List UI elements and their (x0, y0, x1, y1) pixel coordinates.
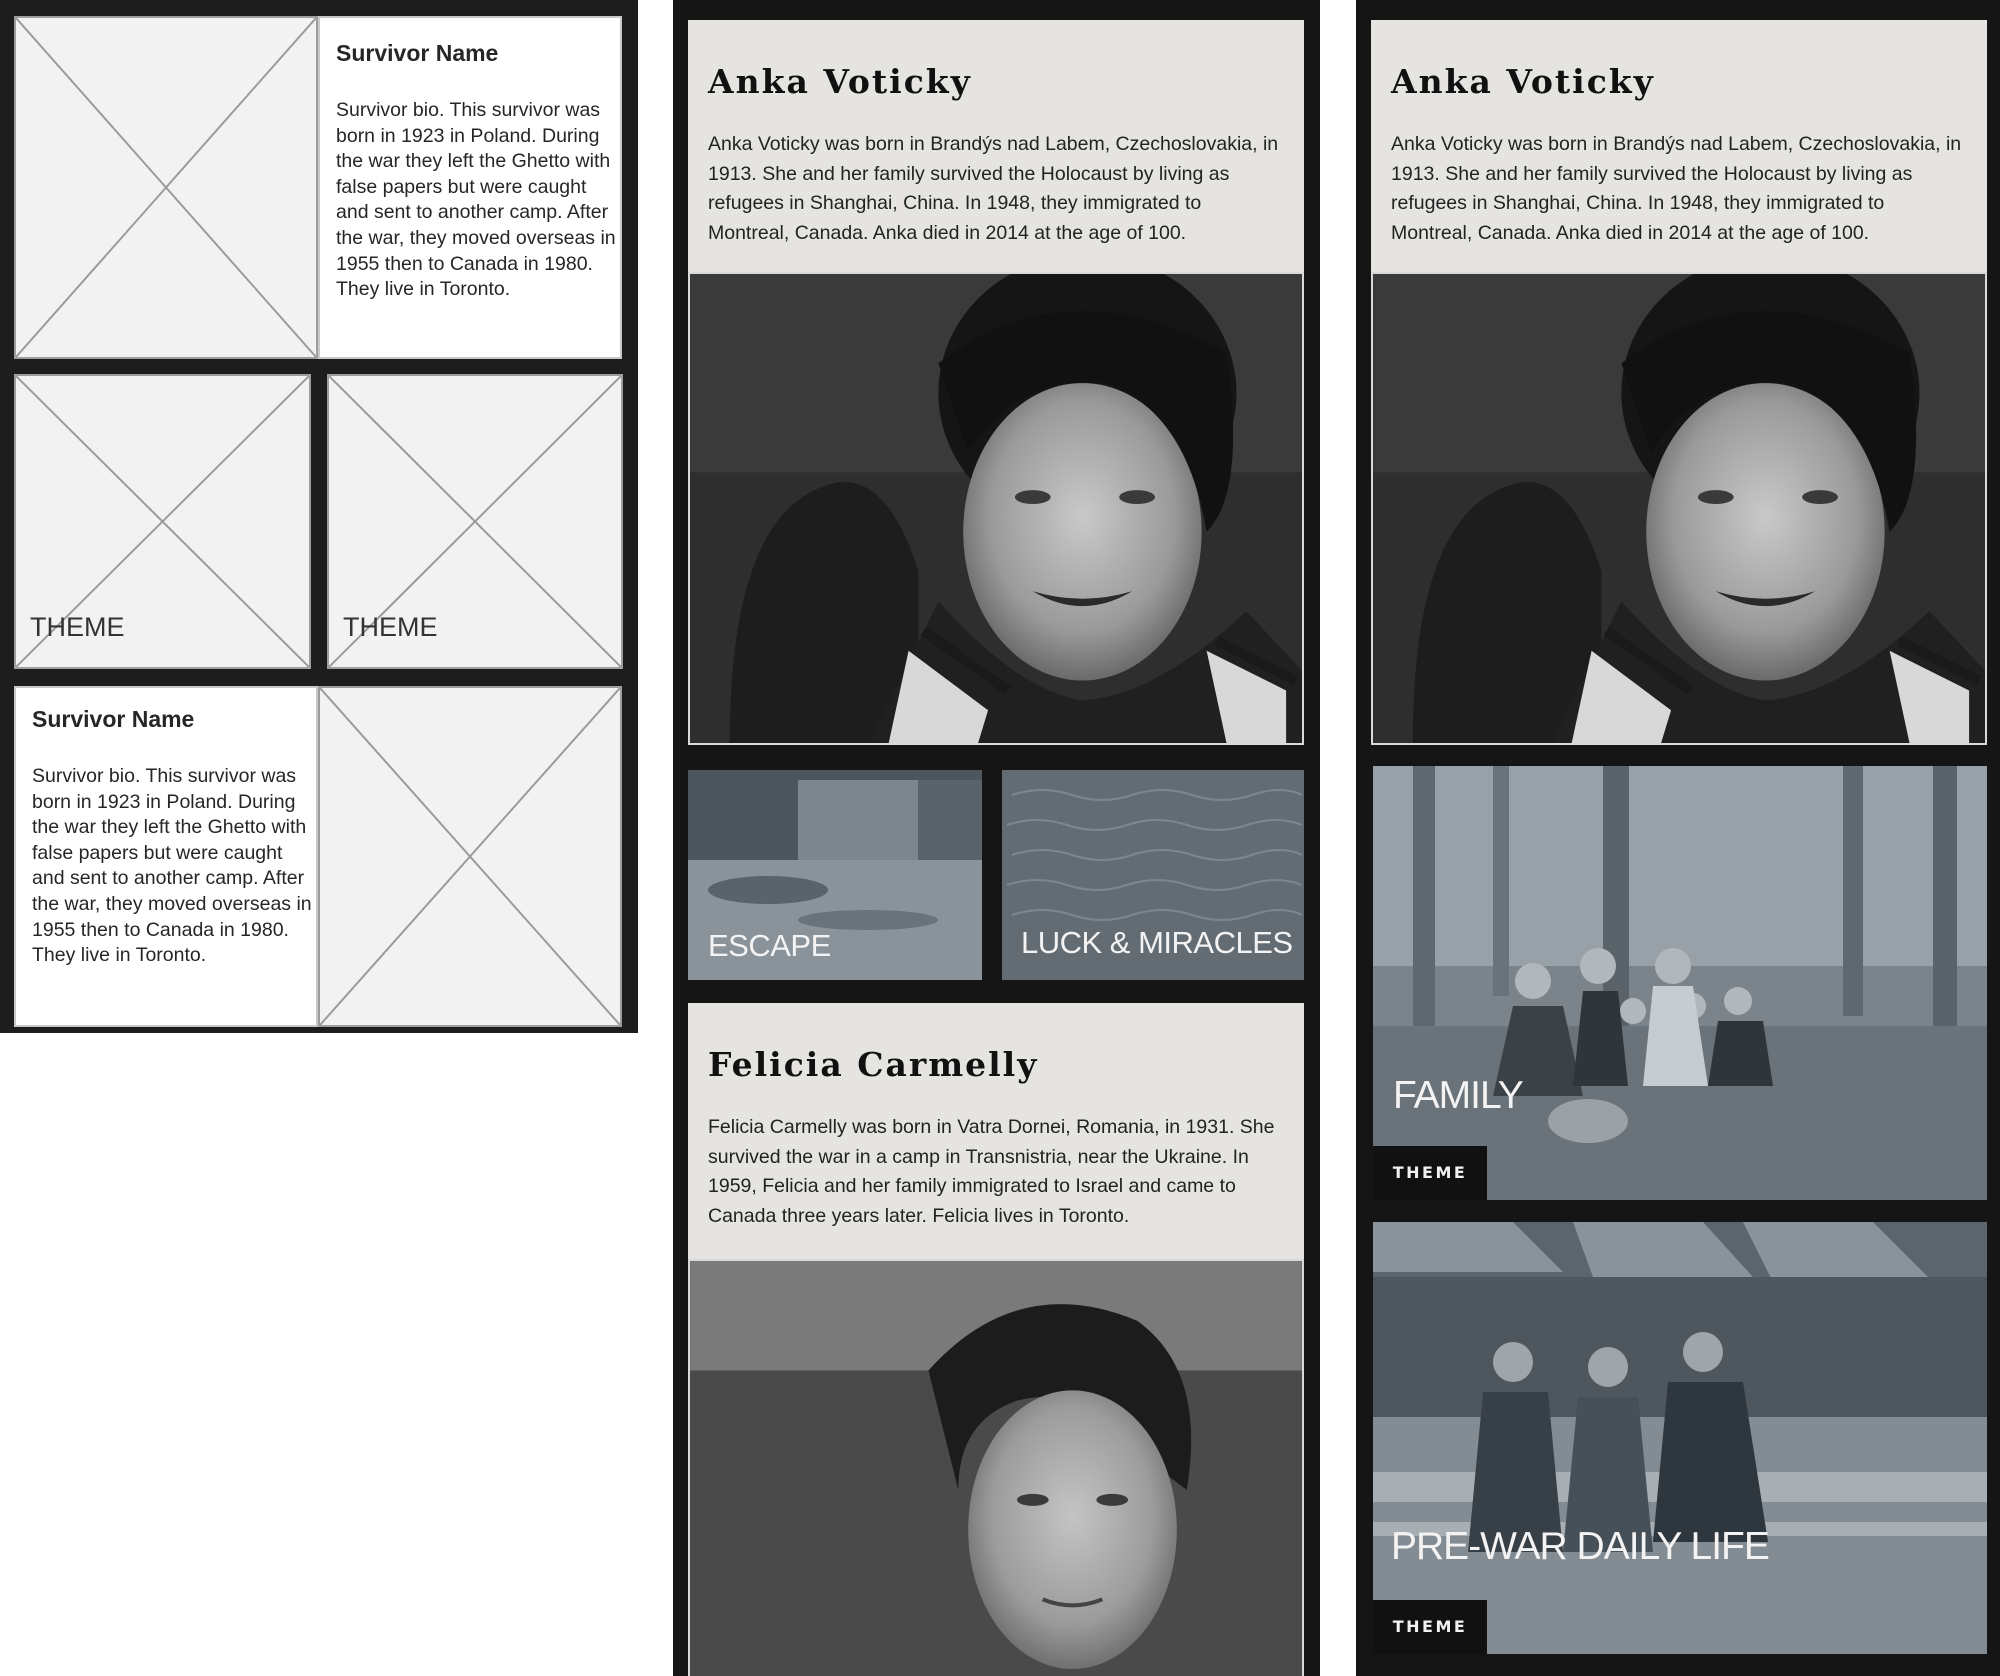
survivor-name: Survivor Name (32, 706, 195, 732)
survivor-portrait[interactable] (1371, 272, 1987, 745)
survivor-name: Anka Voticky (708, 62, 972, 101)
survivor-card-top[interactable] (318, 16, 622, 359)
survivor-card-bottom[interactable] (14, 686, 318, 1027)
theme-label: THEME (30, 612, 125, 642)
survivor-bio: Anka Voticky was born in Brandýs nad Labem, Czechoslovakia, in 1913. She and her family survived the Holocaust by living as refugees in Shanghai, China. In 1948, they immigrated to Montreal, Canada. Anka died in 2014 at the age of 100. (1391, 133, 1962, 244)
survivor-bio: Survivor bio. This survivor was born in 1923 in Poland. During the war they left the Ghetto with false papers but were caught and sent to another camp. After the war, they moved overseas in 1955 then to Canada in 1980. They live in Toronto. (32, 765, 312, 967)
survivor-image-placeholder[interactable] (14, 16, 318, 359)
theme-tile-luck-miracles[interactable] (1002, 770, 1304, 980)
survivor-card[interactable] (1371, 20, 1987, 272)
theme-label: FAMILY (1393, 1074, 1523, 1117)
survivor-portrait[interactable] (688, 272, 1304, 745)
survivor-name: Anka Voticky (1391, 62, 1655, 101)
survivor-portrait[interactable] (688, 1259, 1304, 1676)
theme-tile-placeholder[interactable] (327, 374, 623, 669)
survivor-card[interactable] (688, 1003, 1304, 1259)
theme-tile-escape[interactable] (688, 770, 982, 980)
theme-tile-pre-war-daily-life[interactable] (1373, 1222, 1987, 1654)
wireframe-panel (0, 0, 638, 1033)
mockup-panel-a (673, 0, 1320, 1676)
survivor-name: Felicia Carmelly (708, 1045, 1039, 1084)
survivor-bio: Survivor bio. This survivor was born in 1923 in Poland. During the war they left the Ghetto with false papers but were caught and sent to another camp. After the war, they moved overseas in 1955 then to Canada in 1980. They live in Toronto. (336, 99, 616, 301)
survivor-bio: Anka Voticky was born in Brandýs nad Labem, Czechoslovakia, in 1913. She and her family survived the Holocaust by living as refugees in Shanghai, China. In 1948, they immigrated to Montreal, Canada. Anka died in 2014 at the age of 100. (708, 133, 1279, 244)
theme-label: PRE-WAR DAILY LIFE (1391, 1525, 1769, 1568)
theme-label: ESCAPE (708, 928, 831, 963)
survivor-image-placeholder[interactable] (318, 686, 622, 1027)
survivor-name: Survivor Name (336, 40, 499, 66)
theme-tile-family[interactable] (1373, 766, 1987, 1200)
theme-label: THEME (343, 612, 438, 642)
survivor-bio: Felicia Carmelly was born in Vatra Dornei, Romania, in 1931. She survived the war in a camp in Transnistria, near the Ukraine. In 1959, Felicia and her family immigrated to Israel and came to Canada three years later. Felicia lives in Toronto. (708, 1116, 1275, 1227)
theme-label: LUCK & MIRACLES (1021, 925, 1293, 960)
theme-tag: THEME (1373, 1600, 1487, 1654)
theme-tile-placeholder[interactable] (14, 374, 311, 669)
theme-tag: THEME (1373, 1146, 1487, 1200)
survivor-card[interactable] (688, 20, 1304, 272)
mockup-panel-b (1356, 0, 2000, 1676)
